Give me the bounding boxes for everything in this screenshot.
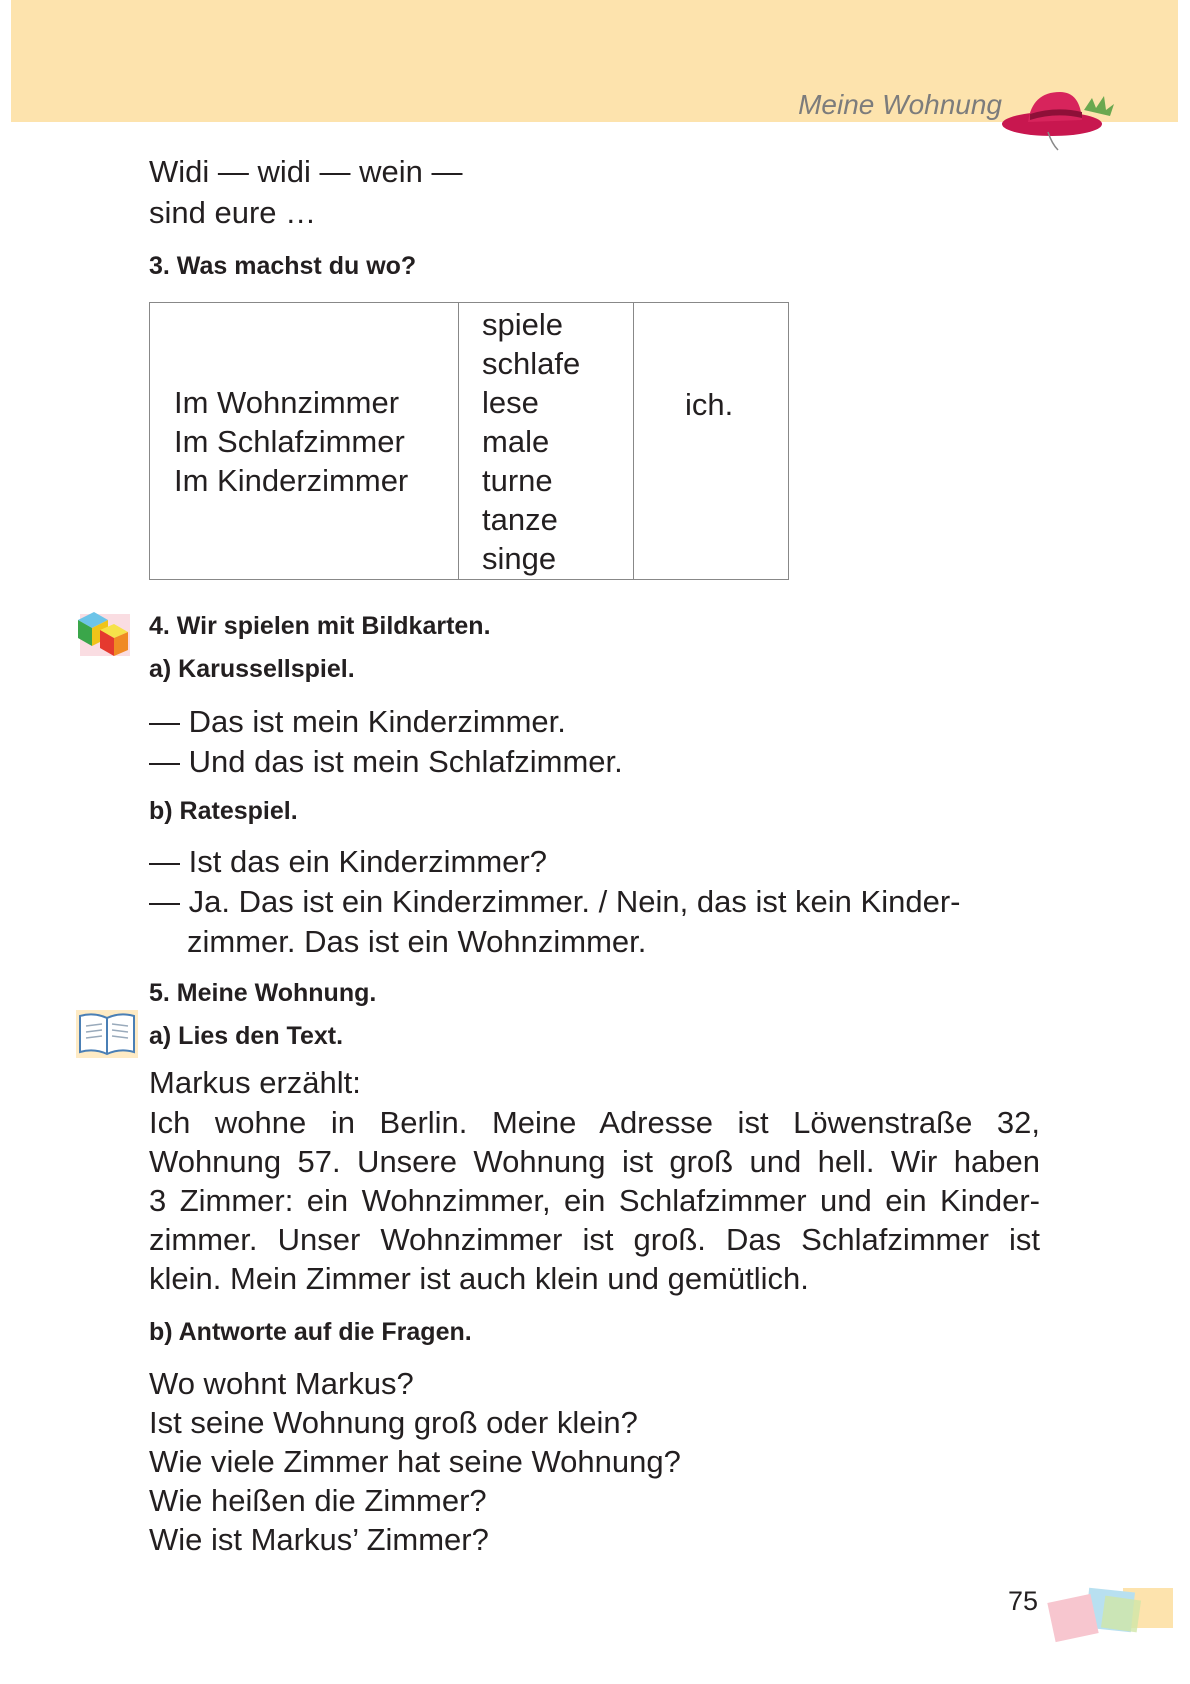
page-number: 75 [1008,1586,1039,1616]
verb-cell: tanze [482,502,558,537]
question-line: Ist seine Wohnung groß oder klein? [149,1405,638,1440]
cubes-icon [74,606,136,660]
exercise-5a-heading: a) Lies den Text. [149,1022,344,1050]
question-line: Wie ist Markus’ Zimmer? [149,1522,489,1557]
text-line: klein. Mein Zimmer ist auch klein und gemütlich. [149,1261,809,1296]
verbs-column [458,303,634,579]
exercise-4b-heading: b) Ratespiel. [149,797,298,825]
exercise-5b-heading: b) Antworte auf die Fragen. [149,1318,472,1346]
exercise-5-heading: 5. Meine Wohnung. [149,979,377,1007]
corner-icon [1045,1576,1175,1656]
dialogue-line: — Das ist mein Kinderzimmer. [149,704,566,739]
dialogue-line: — Ja. Das ist ein Kinderzimmer. / Nein, das ist kein Kinder- [149,884,961,919]
verb-table [149,302,789,580]
exercise-4a-heading: a) Karussellspiel. [149,655,355,683]
pronoun-cell: ich. [685,387,734,422]
verb-cell: schlafe [482,346,581,381]
text-line: zimmer. Unser Wohnzimmer ist groß. Das Schlafzimmer ist [149,1222,1040,1257]
verb-cell: lese [482,385,539,420]
verb-cell: turne [482,463,553,498]
text-intro: Markus erzählt: [149,1065,361,1100]
dialogue-line: — Ist das ein Kinderzimmer? [149,844,547,879]
rhyme-line: sind eure … [149,195,317,230]
room-cell: Im Schlafzimmer [174,424,405,459]
question-line: Wie heißen die Zimmer? [149,1483,487,1518]
text-line: Ich wohne in Berlin. Meine Adresse ist Löwenstraße 32, [149,1105,1040,1140]
verb-cell: male [482,424,550,459]
dialogue-line: zimmer. Das ist ein Wohnzimmer. [187,924,647,959]
verb-cell: spiele [482,307,563,342]
exercise-3-heading: 3. Was machst du wo? [149,252,417,280]
text-line: Wohnung 57. Unsere Wohnung ist groß und hell. Wir haben [149,1144,1040,1179]
room-cell: Im Wohnzimmer [174,385,400,420]
dialogue-line: — Und das ist mein Schlafzimmer. [149,744,623,779]
rhyme-line: Widi — widi — wein — [149,154,463,189]
running-head: Meine Wohnung [798,89,1002,120]
room-cell: Im Kinderzimmer [174,463,409,498]
book-icon [76,1010,138,1058]
question-line: Wo wohnt Markus? [149,1366,414,1401]
pronoun-column [633,303,788,579]
text-line: 3 Zimmer: ein Wohnzimmer, ein Schlafzimmer und ein Kinder- [149,1183,1040,1218]
reading-text [149,1103,1040,1298]
hat-icon [1000,84,1120,152]
question-line: Wie viele Zimmer hat seine Wohnung? [149,1444,681,1479]
exercise-4-heading: 4. Wir spielen mit Bildkarten. [149,612,491,640]
verb-cell: singe [482,541,557,576]
